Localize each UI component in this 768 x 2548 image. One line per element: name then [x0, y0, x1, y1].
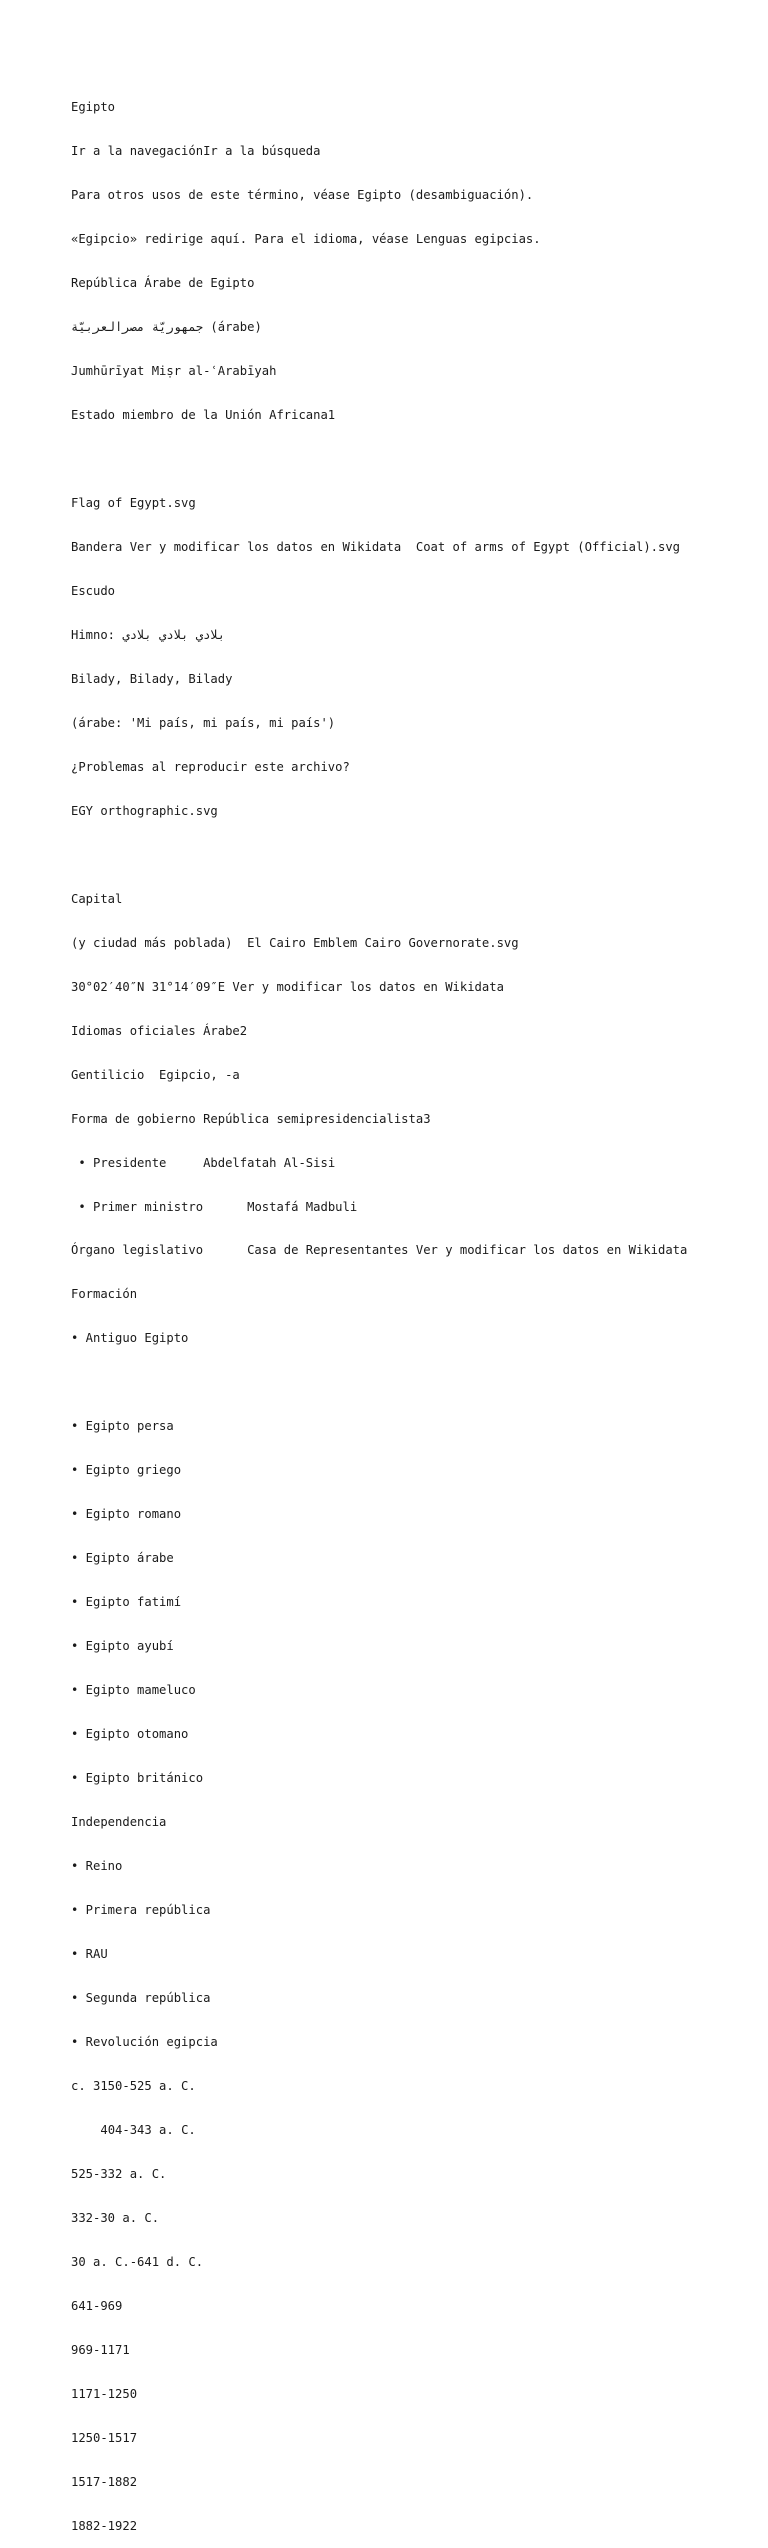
- capital-label: Capital: [71, 891, 123, 906]
- anthem-translation: (árabe: 'Mi país, mi país, mi país'): [71, 715, 336, 730]
- capital-line: (y ciudad más poblada) El Cairo Emblem Cairo Governorate.svg: [71, 935, 519, 950]
- date-item: 1882-1922: [71, 2518, 138, 2533]
- formation-item: • Egipto británico: [71, 1771, 204, 1786]
- formation-item: • Egipto romano: [71, 1507, 182, 1522]
- spacer: [71, 848, 741, 863]
- skip-links: [71, 144, 741, 159]
- skip-to-search-link[interactable]: Ir a la búsqueda: [203, 144, 321, 159]
- date-item: 969-1171: [71, 2342, 130, 2357]
- article-text: [71, 71, 741, 2548]
- independence-item: • Revolución egipcia: [71, 2034, 218, 2049]
- independence-item: • Primera república: [71, 1902, 211, 1917]
- formation-item: [71, 1375, 741, 1390]
- independence-item: • RAU: [71, 1946, 108, 1961]
- formation-item: • Egipto otomano: [71, 1727, 189, 1742]
- official-languages: Idiomas oficiales Árabe2: [71, 1023, 248, 1038]
- anthem-latin: Bilady, Bilady, Bilady: [71, 671, 233, 686]
- membership-note: Estado miembro de la Unión Africana1: [71, 408, 336, 423]
- anthem-line: [71, 628, 741, 643]
- independence-item: • Segunda república: [71, 1990, 211, 2005]
- independence-label: Independencia: [71, 1815, 167, 1830]
- skip-to-navigation-link[interactable]: Ir a la navegación: [71, 144, 204, 159]
- date-item: 1250-1517: [71, 2430, 138, 2445]
- date-item: 525-332 a. C.: [71, 2166, 167, 2181]
- page-title: Egipto: [71, 100, 116, 115]
- hatnote-redirect: «Egipcio» redirige aquí. Para el idioma, véase Lenguas egipcias.: [71, 232, 541, 247]
- arabic-name-suffix: (árabe): [203, 320, 262, 335]
- formation-label: Formación: [71, 1287, 138, 1302]
- formation-item: • Egipto ayubí: [71, 1639, 174, 1654]
- formation-item: • Egipto persa: [71, 1419, 174, 1434]
- prime-minister-row: • Primer ministro Mostafá Madbuli: [71, 1199, 358, 1214]
- president-row: • Presidente Abdelfatah Al-Sisi: [71, 1155, 336, 1170]
- date-item: 1171-1250: [71, 2386, 138, 2401]
- date-item: 641-969: [71, 2298, 123, 2313]
- map-file: EGY orthographic.svg: [71, 803, 218, 818]
- date-item: 30 a. C.-641 d. C.: [71, 2254, 204, 2269]
- formation-item: • Egipto fatimí: [71, 1595, 182, 1610]
- anthem-label: Himno:: [71, 627, 123, 642]
- independence-item: • Reino: [71, 1859, 123, 1874]
- flag-coat-line: Bandera Ver y modificar los datos en Wikidata Coat of arms of Egypt (Official).svg: [71, 539, 681, 554]
- date-item: c. 3150-525 a. C.: [71, 2078, 196, 2093]
- legislature-row: Órgano legislativo Casa de Representantes Ver y modificar los datos en Wikidata: [71, 1243, 688, 1258]
- spacer: [71, 452, 741, 467]
- formation-item: • Egipto árabe: [71, 1551, 174, 1566]
- transliteration: Jumhūrīyat Miṣr al-ʿArabīyah: [71, 364, 277, 379]
- arabic-name-line: [71, 320, 741, 335]
- formation-item: • Antiguo Egipto: [71, 1331, 189, 1346]
- date-item: 404-343 a. C.: [71, 2122, 196, 2137]
- date-item: 332-30 a. C.: [71, 2210, 160, 2225]
- audio-problem-link[interactable]: ¿Problemas al reproducir este archivo?: [71, 759, 350, 774]
- arabic-name: جمهوريّة مصرالعربيّة: [71, 320, 204, 335]
- coat-of-arms-label: Escudo: [71, 583, 116, 598]
- coordinates-line: 30°02′40″N 31°14′09″E Ver y modificar los datos en Wikidata: [71, 979, 504, 994]
- date-item: 1517-1882: [71, 2474, 138, 2489]
- formation-item: • Egipto griego: [71, 1463, 182, 1478]
- official-name: República Árabe de Egipto: [71, 276, 255, 291]
- formation-item: • Egipto mameluco: [71, 1683, 196, 1698]
- government-form: Forma de gobierno República semipresidencialista3: [71, 1111, 431, 1126]
- hatnote-disambiguation: Para otros usos de este término, véase Egipto (desambiguación).: [71, 188, 534, 203]
- demonym: Gentilicio Egipcio, -a: [71, 1067, 240, 1082]
- anthem-arabic: بلادي بلادي بلادي: [122, 627, 226, 642]
- flag-file: Flag of Egypt.svg: [71, 496, 196, 511]
